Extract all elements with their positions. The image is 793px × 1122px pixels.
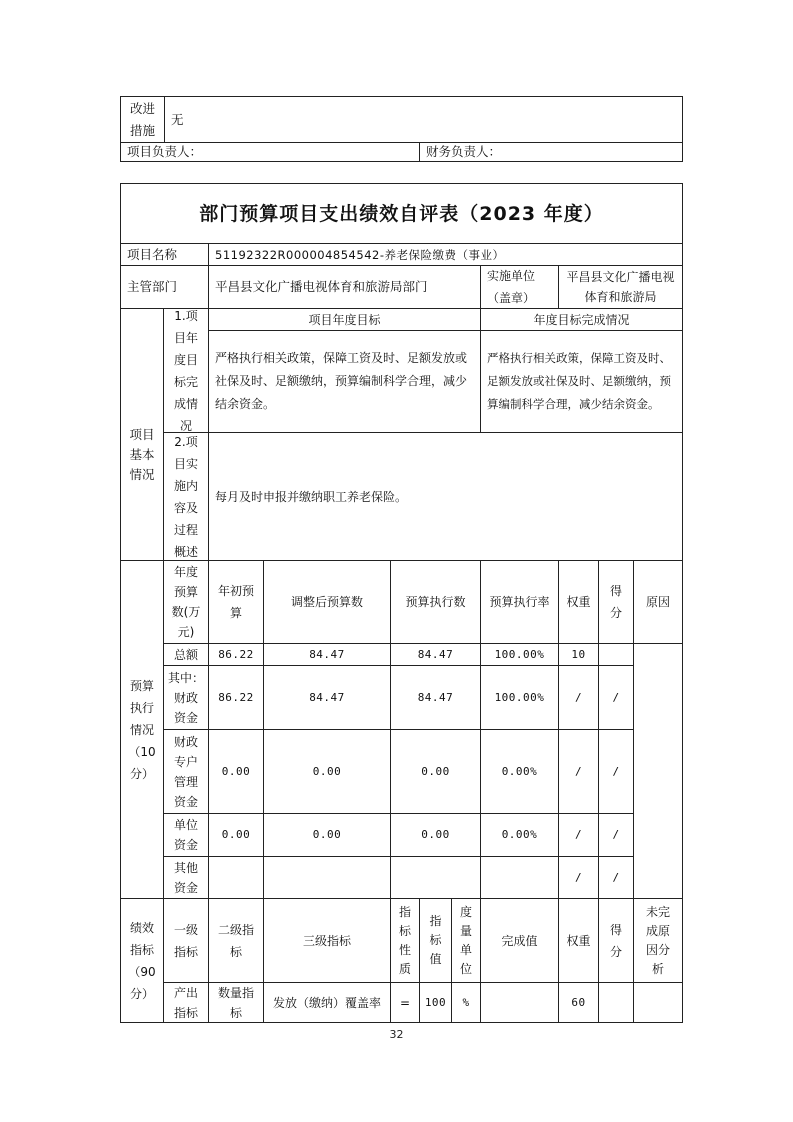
budget-adjusted: 0.00 <box>263 813 391 857</box>
perf-level1: 产出 指标 <box>163 982 209 1023</box>
perf-header-score: 得 分 <box>598 898 634 983</box>
perf-header-weight: 权重 <box>558 898 599 983</box>
budget-score <box>598 643 634 666</box>
budget-weight: 10 <box>558 643 599 666</box>
perf-level2: 数量指 标 <box>208 982 264 1023</box>
perf-header-unit: 度 量 单 位 <box>451 898 481 983</box>
perf-reason <box>633 982 683 1023</box>
perf-header-level2: 二级指 标 <box>208 898 264 983</box>
perf-weight: 60 <box>558 982 599 1023</box>
budget-weight: / <box>558 665 599 730</box>
budget-initial: 0.00 <box>208 813 264 857</box>
basic-info-label: 项目 基本 情况 <box>120 308 164 561</box>
budget-executed: 84.47 <box>390 643 481 666</box>
budget-initial: 86.22 <box>208 665 264 730</box>
budget-adjusted: 0.00 <box>263 729 391 814</box>
budget-executed: 84.47 <box>390 665 481 730</box>
budget-header-initial: 年初预 算 <box>208 560 264 644</box>
budget-row-label: 财政 专户 管理 资金 <box>163 729 209 814</box>
budget-weight: / <box>558 729 599 814</box>
budget-row-label: 其他 资金 <box>163 856 209 899</box>
project-name-value: 51192322R000004854542-养老保险缴费（事业） <box>208 243 683 266</box>
performance-section-label: 绩效 指标 （90 分） <box>120 898 164 1023</box>
budget-header-adjusted: 调整后预算数 <box>263 560 391 644</box>
budget-header-weight: 权重 <box>558 560 599 644</box>
budget-rate: 100.00% <box>480 643 559 666</box>
budget-executed: 0.00 <box>390 729 481 814</box>
budget-rate: 100.00% <box>480 665 559 730</box>
finance-leader-label: 财务负责人： <box>419 142 683 162</box>
budget-weight: / <box>558 856 599 899</box>
budget-header-score: 得 分 <box>598 560 634 644</box>
budget-header-year: 年度 预算 数(万 元) <box>163 560 209 644</box>
perf-nature: = <box>390 982 420 1023</box>
budget-rate: 0.00% <box>480 813 559 857</box>
completion-text: 严格执行相关政策，保障工资及时、足额发放或社保及时、足额缴纳，预算编制科学合理，减少结余资金。 <box>480 330 683 433</box>
perf-header-completed: 完成值 <box>480 898 559 983</box>
budget-score: / <box>598 813 634 857</box>
dept-value: 平昌县文化广播电视体育和旅游局部门 <box>208 265 481 309</box>
perf-header-level1: 一级 指标 <box>163 898 209 983</box>
budget-header-reason: 原因 <box>633 560 683 644</box>
budget-reason-cell <box>633 643 683 899</box>
improve-label: 改进 措施 <box>120 96 165 143</box>
dept-label: 主管部门 <box>120 265 209 309</box>
budget-row-label: 其中： 财政 资金 <box>163 665 209 730</box>
budget-section-label: 预算 执行 情况 （10 分） <box>120 560 164 899</box>
project-leader-label: 项目负责人： <box>120 142 420 162</box>
budget-executed <box>390 856 481 899</box>
budget-header-rate: 预算执行率 <box>480 560 559 644</box>
budget-initial <box>208 856 264 899</box>
perf-value: 100 <box>419 982 452 1023</box>
budget-row-label: 总额 <box>163 643 209 666</box>
budget-row-label: 单位 资金 <box>163 813 209 857</box>
budget-adjusted: 84.47 <box>263 643 391 666</box>
budget-weight: / <box>558 813 599 857</box>
budget-rate <box>480 856 559 899</box>
perf-unit: % <box>451 982 481 1023</box>
page-number: 32 <box>389 1028 404 1041</box>
budget-adjusted <box>263 856 391 899</box>
perf-header-level3: 三级指标 <box>263 898 391 983</box>
improve-value: 无 <box>164 96 683 143</box>
budget-rate: 0.00% <box>480 729 559 814</box>
impl-label: 2.项 目实 施内 容及 过程 概述 <box>163 432 209 561</box>
perf-score <box>598 982 634 1023</box>
budget-initial: 0.00 <box>208 729 264 814</box>
goal-text: 严格执行相关政策，保障工资及时、足额发放或社保及时、足额缴纳，预算编制科学合理，减少结余资金。 <box>208 330 481 433</box>
perf-header-nature: 指 标 性 质 <box>390 898 420 983</box>
budget-score: / <box>598 729 634 814</box>
impl-text: 每月及时申报并缴纳职工养老保险。 <box>208 432 683 561</box>
perf-header-value: 指 标 值 <box>419 898 452 983</box>
project-name-label: 项目名称 <box>120 243 209 266</box>
perf-header-reason: 未完 成原 因分 析 <box>633 898 683 983</box>
goal-label: 1.项 目年 度目 标完 成情 况 <box>163 308 209 433</box>
budget-adjusted: 84.47 <box>263 665 391 730</box>
perf-level3: 发放（缴纳）覆盖率 <box>263 982 391 1023</box>
perf-completed <box>480 982 559 1023</box>
budget-initial: 86.22 <box>208 643 264 666</box>
unit-value: 平昌县文化广播电视 体育和旅游局 <box>558 265 683 309</box>
budget-score: / <box>598 856 634 899</box>
unit-label: 实施单位 （盖章） <box>480 265 559 309</box>
goal-header: 项目年度目标 <box>208 308 481 331</box>
budget-score: / <box>598 665 634 730</box>
completion-header: 年度目标完成情况 <box>480 308 683 331</box>
budget-executed: 0.00 <box>390 813 481 857</box>
budget-header-executed: 预算执行数 <box>390 560 481 644</box>
form-title: 部门预算项目支出绩效自评表（2023 年度） <box>120 183 683 244</box>
